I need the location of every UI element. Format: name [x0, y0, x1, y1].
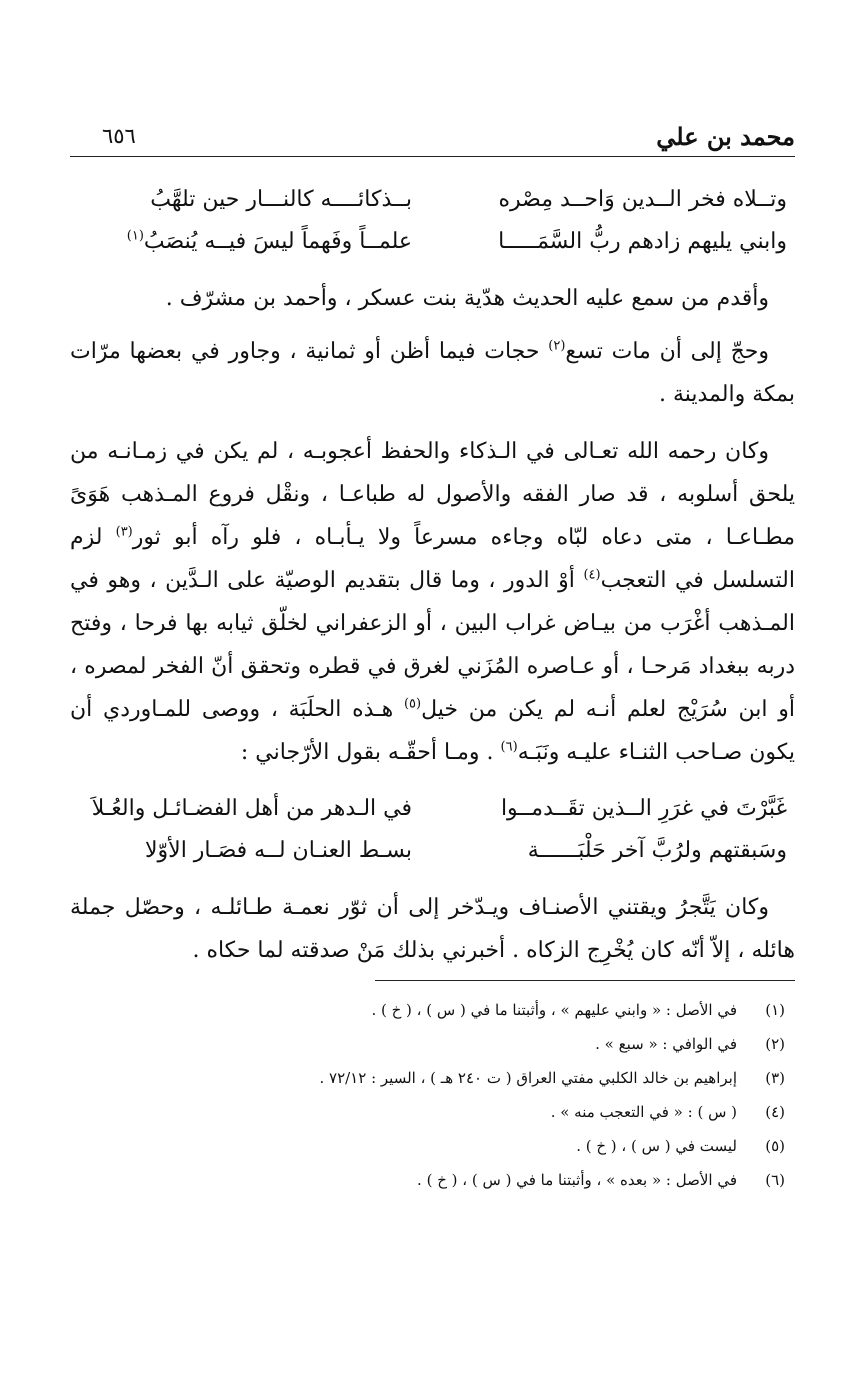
page-header	[70, 118, 795, 157]
verse-first-hemistich: وتــلاه فخر الــدين وَاحــد مِصْره	[498, 186, 787, 212]
footnote	[70, 1095, 795, 1129]
footnote-number: (٢)	[765, 1035, 785, 1053]
footnote-marker: (٣)	[115, 524, 133, 540]
paragraph-text: وحجّ إلى أن مات تسع	[565, 339, 769, 364]
footnote-number: (٥)	[765, 1137, 785, 1155]
footnote-text: إبراهيم بن خالد الكلبي مفتي العراق ( ت ٢٤٠ هـ ) ، السير : ٧٢/١٢ .	[319, 1069, 737, 1087]
page-number: ٦٥٦	[102, 124, 136, 148]
footnote	[70, 1027, 795, 1061]
footnote	[70, 1061, 795, 1095]
footnote-number: (٣)	[765, 1069, 785, 1087]
footnote	[70, 993, 795, 1027]
paragraph-pilgrimage	[70, 330, 795, 416]
footnote-text: في الأصل : « بعده » ، وأثبتنا ما في ( س ) ، ( خ ) .	[417, 1171, 737, 1189]
footnote-marker: (٤)	[583, 567, 601, 583]
verse-first-hemistich: وابني يليهم زادهم ربُّ السَّمَـــــا	[498, 228, 787, 254]
verse-second-hemistich: بسـط العنـان لــه فصَـار الأوّلا	[144, 837, 412, 863]
paragraph-text: وكان رحمه الله تعـالى في الـذكاء والحفظ أعجوبـه ، لم يكن في زمـانـه من يلحق أسلوبه ، قد صار الفقه والأصول له طباعـا ، ونقْل فروع المـذهب هَوَىً مطـاعـا ، متى دعاه لبّاه وجاءه مسرعاً ولا يـأبـاه ، فلو رآه أبو ثور	[70, 439, 795, 550]
running-title: محمد بن علي	[656, 122, 795, 151]
footnote-separator	[375, 980, 795, 981]
footnote-marker: (٦)	[500, 739, 518, 755]
paragraph-text: حجات فيما أظن أو ثمانية ، وجاور في بعضها مرّات بمكة والمدينة .	[70, 339, 795, 407]
paragraph-text: . ومـا أحقّـه بقول الأرّجاني :	[240, 740, 501, 765]
paragraph-text: هـذه الحلَبَة ، ووصى للمـاوردي أن يكون صـاحب الثنـاء عليـه ونَبَـه	[70, 697, 795, 765]
verse-line	[70, 830, 795, 872]
paragraph-text: أوْ الدور ، وما قال بتقديم الوصيّة على الـدَّين ، وهو في المـذهب أغْرَب من بيـاض غراب البين ، أو الزعفراني لخلّق ثيابه بها فرحا ، وفتح دربه ببغداد مَرحـا ، أو عـاصره المُزَني لغرق في قطره وتحقق أنّ الفخر لمصره ، أو ابن سُرَيْج لعلم أنـه لم يكن من خيل	[70, 568, 795, 722]
paragraph-teachers: وأقدم من سمع عليه الحديث هدّية بنت عسكر ، وأحمد بن مشرّف .	[165, 286, 769, 311]
footnote-text: ( س ) : « في التعجب منه » .	[550, 1103, 737, 1121]
verse-line	[70, 788, 795, 830]
footnote-marker: (٥)	[403, 696, 422, 712]
paragraph-praise	[70, 430, 795, 774]
verse-second-hemistich: في الـدهر من أهل الفضـائـل والعُـلاَ	[91, 795, 412, 821]
verse-second-hemistich: بــذكائــــه كالنـــار حين تلهَّبُ	[150, 186, 412, 212]
paragraph-trade: وكان يَتَّجرُ ويقتني الأصنـاف ويـدّخر إلى أن ثوّر نعمـة طـائلـه ، وحصّل جملة هائله ، إلاّ أنّه كان يُخْرِج الزكاه . أخبرني بذلك مَنْ صدقته لما حكاه .	[70, 895, 795, 963]
footnote-marker: (٢)	[548, 338, 566, 354]
verse-line	[70, 179, 795, 221]
footnotes	[70, 993, 795, 1197]
verse-first-hemistich: وسَبقتهم ولرُبَّ آخر حَلْبَــــــة	[527, 837, 787, 863]
footnote-text: ليست في ( س ) ، ( خ ) .	[576, 1137, 737, 1155]
verse-second-hemistich-text: علمــاً وفَهماً ليسَ فيــه يُنصَبُ	[143, 228, 412, 254]
verse-line	[70, 221, 795, 263]
footnote-text: في الوافي : « سبع » .	[595, 1035, 737, 1053]
footnote-text: في الأصل : « وابني عليهم » ، وأثبتنا ما في ( س ) ، ( خ ) .	[371, 1001, 737, 1019]
poem-verses-2	[70, 788, 795, 872]
footnote-marker: (١)	[126, 228, 144, 244]
verse-first-hemistich: غَبَّرْتَ في غرَرِ الــذين تقَــدمــوا	[500, 795, 787, 821]
book-page	[70, 118, 795, 1197]
footnote	[70, 1129, 795, 1163]
footnote-number: (٦)	[765, 1171, 785, 1189]
footnote	[70, 1163, 795, 1197]
footnote-number: (١)	[765, 1001, 785, 1019]
paragraph-text: لزم التسلسل في التعجب	[70, 525, 795, 593]
footnote-number: (٤)	[765, 1103, 785, 1121]
verse-second-hemistich	[82, 229, 412, 255]
poem-verses-1	[70, 179, 795, 263]
